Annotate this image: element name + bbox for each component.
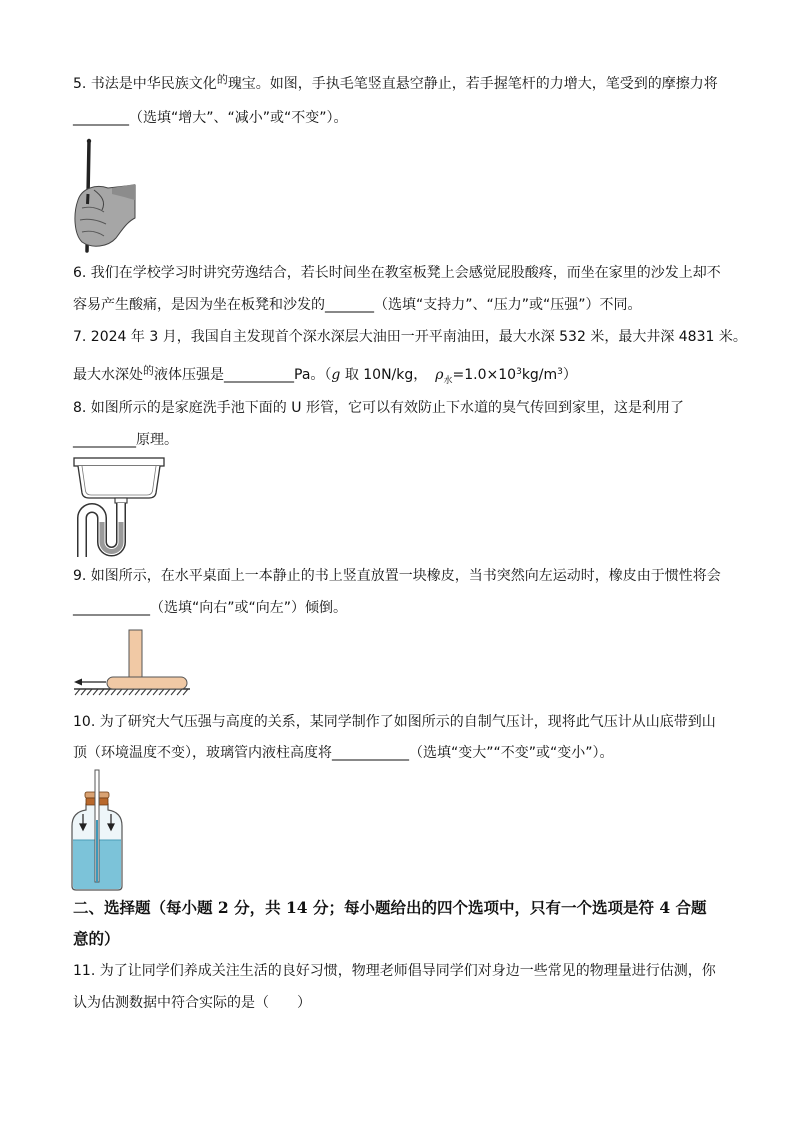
q7-rho-symbol: ρ xyxy=(435,367,444,383)
q8-line-1: 8. 如图所示的是家庭洗手池下面的 U 形管，它可以有效防止下水道的臭气传回到家里，这是利用了 xyxy=(73,400,684,416)
hand-holding-brush-figure xyxy=(72,138,136,254)
q7-blank-text: 液体压强是__________Pa。（ xyxy=(154,367,332,383)
q7-g-value: 取 10N/kg， xyxy=(340,367,428,383)
q9-line-1: 9. 如图所示，在水平桌面上一本静止的书上竖直放置一块橡皮，当书突然向左运动时，橡皮由于惯性将会 xyxy=(73,568,721,584)
q7-rho-value: =1.0×10 xyxy=(452,367,517,383)
q7-unit-exponent: 3 xyxy=(557,367,563,377)
q5-line-1 xyxy=(73,74,718,95)
q7-line-2 xyxy=(73,365,577,387)
q5-text-cont: 瑰宝。如图，手执毛笔竖直悬空静止，若手握笔杆的力增大，笔受到的摩擦力将 xyxy=(227,76,718,92)
q7-close-paren: ） xyxy=(562,367,577,383)
q7-unit: kg/m xyxy=(521,367,558,383)
q10-line-2: 顶（环境温度不变），玻璃管内液柱高度将___________（选填“变大”“不变”或“变小”）。 xyxy=(73,745,614,761)
q7-g-symbol: g xyxy=(331,367,341,383)
book-eraser-figure xyxy=(70,626,194,700)
sink-u-tube-figure xyxy=(72,456,166,558)
q6-line-1: 6. 我们在学校学习时讲究劳逸结合，若长时间坐在教室板凳上会感觉屁股酸疼，而坐在家里的沙发上却不 xyxy=(73,265,721,281)
q7-text: 最大水深处 xyxy=(73,367,143,383)
q7-raised-char: 的 xyxy=(143,364,154,377)
q7-exponent: 3 xyxy=(516,367,522,377)
q5-text: 5. 书法是中华民族文化 xyxy=(73,76,217,92)
q6-line-2: 容易产生酸痛，是因为坐在板凳和沙发的_______（选填“支持力”、“压力”或“压强”）不同。 xyxy=(73,297,642,313)
section-2-heading-line-2: 意的） xyxy=(73,929,120,948)
q7-rho-subscript: 水 xyxy=(443,376,453,386)
q7-line-1: 7. 2024 年 3 月，我国自主发现首个深水深层大油田一开平南油田，最大水深 532 米，最大井深 4831 米。 xyxy=(73,329,747,345)
q10-line-1: 10. 为了研究大气压强与高度的关系，某同学制作了如图所示的自制气压计，现将此气压计从山底带到山 xyxy=(73,714,716,730)
q9-line-2: ___________（选填“向右”或“向左”）倾倒。 xyxy=(73,600,348,616)
q8-line-2: _________原理。 xyxy=(73,432,178,448)
section-2-heading-line-1: 二、选择题（每小题 2 分，共 14 分；每小题给出的四个选项中，只有一个选项是符 4 合题 xyxy=(73,898,707,917)
q11-line-2: 认为估测数据中符合实际的是（ ） xyxy=(73,995,311,1011)
q5-raised-char: 的 xyxy=(216,73,228,86)
q11-line-1: 11. 为了让同学们养成关注生活的良好习惯，物理老师倡导同学们对身边一些常见的物理量进行估测，你 xyxy=(73,963,716,979)
q5-line-2: ________（选填“增大”、“减小”或“不变”）。 xyxy=(73,110,348,126)
bottle-barometer-figure xyxy=(68,768,128,894)
